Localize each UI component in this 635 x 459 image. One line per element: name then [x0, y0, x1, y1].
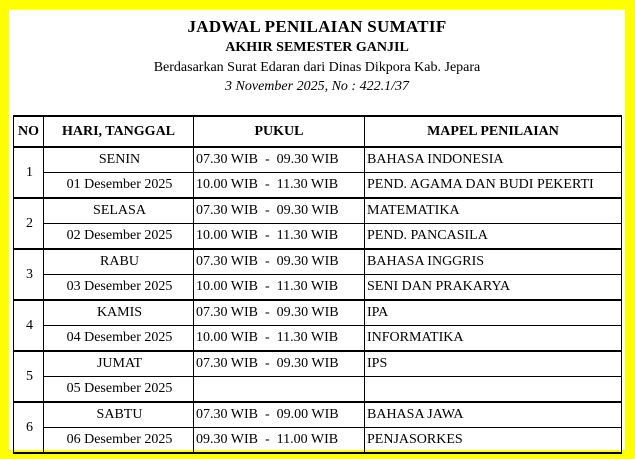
row-number: 3 — [14, 249, 44, 300]
day-name: SELASA — [44, 198, 194, 224]
session-subject: PEND. PANCASILA — [365, 224, 622, 250]
table-row — [14, 249, 622, 275]
session-time: 07.30 WIB - 09.30 WIB — [194, 198, 365, 224]
session-subject: INFORMATIKA — [365, 326, 622, 352]
session-time: 07.30 WIB - 09.30 WIB — [194, 300, 365, 326]
session-subject: IPS — [365, 351, 622, 377]
row-number: 5 — [14, 351, 44, 402]
session-time: 07.30 WIB - 09.00 WIB — [194, 402, 365, 428]
day-date: 02 Desember 2025 — [44, 224, 194, 250]
session-subject: PENJASORKES — [365, 428, 622, 454]
session-time: 10.00 WIB - 11.30 WIB — [194, 326, 365, 352]
table-row — [14, 402, 622, 428]
header-day: HARI, TANGGAL — [44, 116, 194, 147]
day-name: KAMIS — [44, 300, 194, 326]
session-subject: BAHASA INGGRIS — [365, 249, 622, 275]
session-subject: IPA — [365, 300, 622, 326]
day-name: SENIN — [44, 147, 194, 173]
header-subject: MAPEL PENILAIAN — [365, 116, 622, 147]
session-time: 07.30 WIB - 09.30 WIB — [194, 147, 365, 173]
document-title: JADWAL PENILAIAN SUMATIF — [187, 17, 447, 36]
session-time: 07.30 WIB - 09.30 WIB — [194, 249, 365, 275]
table-row — [14, 147, 622, 173]
table-row — [14, 377, 622, 403]
row-number: 4 — [14, 300, 44, 351]
document-basis: Berdasarkan Surat Edaran dari Dinas Dikpora Kab. Jepara — [153, 60, 481, 75]
table-row — [14, 351, 622, 377]
table-row — [14, 173, 622, 199]
session-time: 10.00 WIB - 11.30 WIB — [194, 224, 365, 250]
session-subject: BAHASA INDONESIA — [365, 147, 622, 173]
day-date: 01 Desember 2025 — [44, 173, 194, 199]
session-time: 10.00 WIB - 11.30 WIB — [194, 275, 365, 301]
schedule-table — [13, 115, 622, 454]
session-time — [194, 377, 365, 403]
table-row — [14, 275, 622, 301]
session-subject: MATEMATIKA — [365, 198, 622, 224]
schedule-sheet — [9, 9, 625, 450]
table-row — [14, 300, 622, 326]
header-time: PUKUL — [194, 116, 365, 147]
table-row — [14, 198, 622, 224]
session-subject: PEND. AGAMA DAN BUDI PEKERTI — [365, 173, 622, 199]
day-date: 04 Desember 2025 — [44, 326, 194, 352]
session-subject: SENI DAN PRAKARYA — [365, 275, 622, 301]
row-number: 1 — [14, 147, 44, 198]
day-name: JUMAT — [44, 351, 194, 377]
day-date: 06 Desember 2025 — [44, 428, 194, 454]
day-name: RABU — [44, 249, 194, 275]
table-row — [14, 428, 622, 454]
document-subtitle: AKHIR SEMESTER GANJIL — [225, 40, 409, 55]
schedule-body — [14, 147, 622, 453]
table-row — [14, 326, 622, 352]
table-row — [14, 224, 622, 250]
document-header — [9, 9, 625, 96]
document-reference: 3 November 2025, No : 422.1/37 — [225, 79, 409, 94]
day-date: 05 Desember 2025 — [44, 377, 194, 403]
session-time: 07.30 WIB - 09.30 WIB — [194, 351, 365, 377]
row-number: 6 — [14, 402, 44, 453]
session-time: 09.30 WIB - 11.00 WIB — [194, 428, 365, 454]
session-subject: BAHASA JAWA — [365, 402, 622, 428]
session-subject — [365, 377, 622, 403]
day-date: 03 Desember 2025 — [44, 275, 194, 301]
day-name: SABTU — [44, 402, 194, 428]
table-header-row — [14, 116, 622, 147]
row-number: 2 — [14, 198, 44, 249]
session-time: 10.00 WIB - 11.30 WIB — [194, 173, 365, 199]
header-no: NO — [14, 116, 44, 147]
